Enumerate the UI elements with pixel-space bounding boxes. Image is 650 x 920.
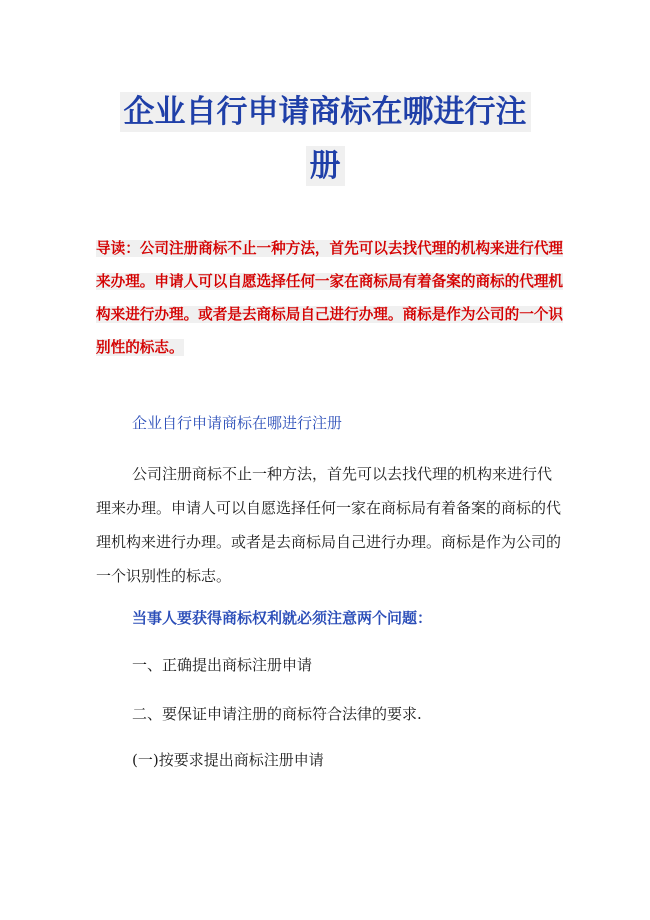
body-paragraph: 公司注册商标不止一种方法，首先可以去找代理的机构来进行代理来办理。申请人可以自愿选择任何一家在商标局有着备案的商标的代理机构来进行办理。或者是去商标局自己进行办理。商标是作为公司的一个识别性的标志。 <box>96 465 562 585</box>
document-title <box>0 86 650 131</box>
list-item: 二、要保证申请注册的商标符合法律的要求. <box>132 705 422 723</box>
intro-summary <box>96 232 574 364</box>
intro-text: 导读：公司注册商标不止一种方法，首先可以去找代理的机构来进行代理来办理。申请人可以自愿选择任何一家在商标局有着备案的商标的代理机构来进行办理。或者是去商标局自己进行办理。商标是作为公司的一个识别性的标志。 <box>96 240 564 356</box>
section-heading: 企业自行申请商标在哪进行注册 <box>132 414 343 432</box>
document-title-line2: 册 <box>306 146 345 186</box>
list-item: (一)按要求提出商标注册申请 <box>132 751 324 769</box>
question-heading: 当事人要获得商标权利就必须注意两个问题： <box>132 609 433 627</box>
document-title-continued <box>0 140 650 185</box>
list-item: 一、正确提出商标注册申请 <box>132 656 313 674</box>
document-title-line1: 企业自行申请商标在哪进行注 <box>120 92 531 132</box>
